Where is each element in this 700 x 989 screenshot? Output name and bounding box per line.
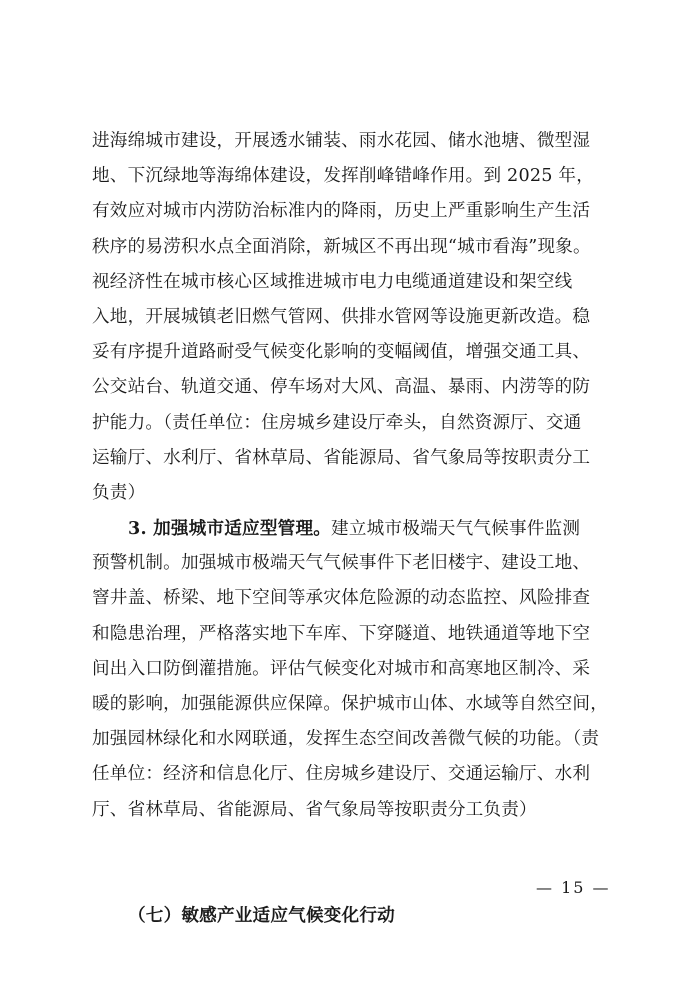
- section-heading: 3. 加强城市适应型管理。: [128, 518, 332, 540]
- paragraph-line: 运输厅、水利厅、省林草局、省能源局、省气象局等按职责分工: [92, 447, 591, 468]
- section-heading-line: [92, 511, 612, 546]
- paragraph-line: [92, 828, 612, 863]
- paragraph-line: 加强园林绿化和水网联通，发挥生态空间改善微气候的功能。（责: [92, 729, 600, 750]
- paragraph-line: 建立城市极端天气气候事件监测: [331, 519, 581, 540]
- paragraph-line: 间出入口防倒灌措施。评估气候变化对城市和高寒地区制冷、采: [92, 658, 591, 679]
- paragraph-line: 负责）: [92, 482, 146, 503]
- paragraph-line: 暖的影响，加强能源供应保障。保护城市山体、水域等自然空间，: [92, 694, 609, 714]
- paragraph-line: 入地，开展城镇老旧燃气管网、供排水管网等设施更新改造。稳: [92, 306, 591, 327]
- paragraph-line: 进海绵城市建设，开展透水铺装、雨水花园、储水池塘、微型湿: [92, 131, 591, 151]
- paragraph-line: [92, 863, 612, 898]
- paragraph-line: 公交站台、轨道交通、停车场对大风、高温、暴雨、内涝等的防: [92, 377, 591, 398]
- paragraph-line: 厅、省林草局、省能源局、省气象局等按职责分工负责）: [92, 799, 537, 820]
- paragraph-line: 任单位：经济和信息化厅、住房城乡建设厅、交通运输厅、水利: [92, 764, 591, 785]
- paragraph-line: 预警机制。加强城市极端天气气候事件下老旧楼宇、建设工地、: [92, 553, 591, 574]
- paragraph-line: 有效应对城市内涝防治标准内的降雨，历史上严重影响生产生活: [92, 201, 591, 222]
- paragraph-line: 护能力。（责任单位：住房城乡建设厅牵头，自然资源厅、交通: [92, 412, 582, 433]
- paragraph-line: 地、下沉绿地等海绵体建设，发挥削峰错峰作用。到 2025 年，: [92, 166, 595, 187]
- paragraph-line: 窨井盖、桥梁、地下空间等承灾体危险源的动态监控、风险排查: [92, 588, 591, 609]
- paragraph-line: 妥有序提升道路耐受气候变化影响的变幅阈值，增强交通工具、: [92, 342, 591, 363]
- subsection-title: （七）敏感产业适应气候变化行动: [128, 905, 395, 927]
- paragraph-line: 视经济性在城市核心区域推进城市电力电缆通道建设和架空线: [92, 271, 573, 292]
- paragraph-line: 和隐患治理，严格落实地下车库、下穿隧道、地铁通道等地下空: [92, 623, 591, 644]
- body-text: [92, 124, 612, 933]
- paragraph-line: 秩序的易涝积水点全面消除，新城区不再出现“城市看海”现象。: [92, 236, 591, 257]
- page-number: — 15 —: [536, 878, 611, 897]
